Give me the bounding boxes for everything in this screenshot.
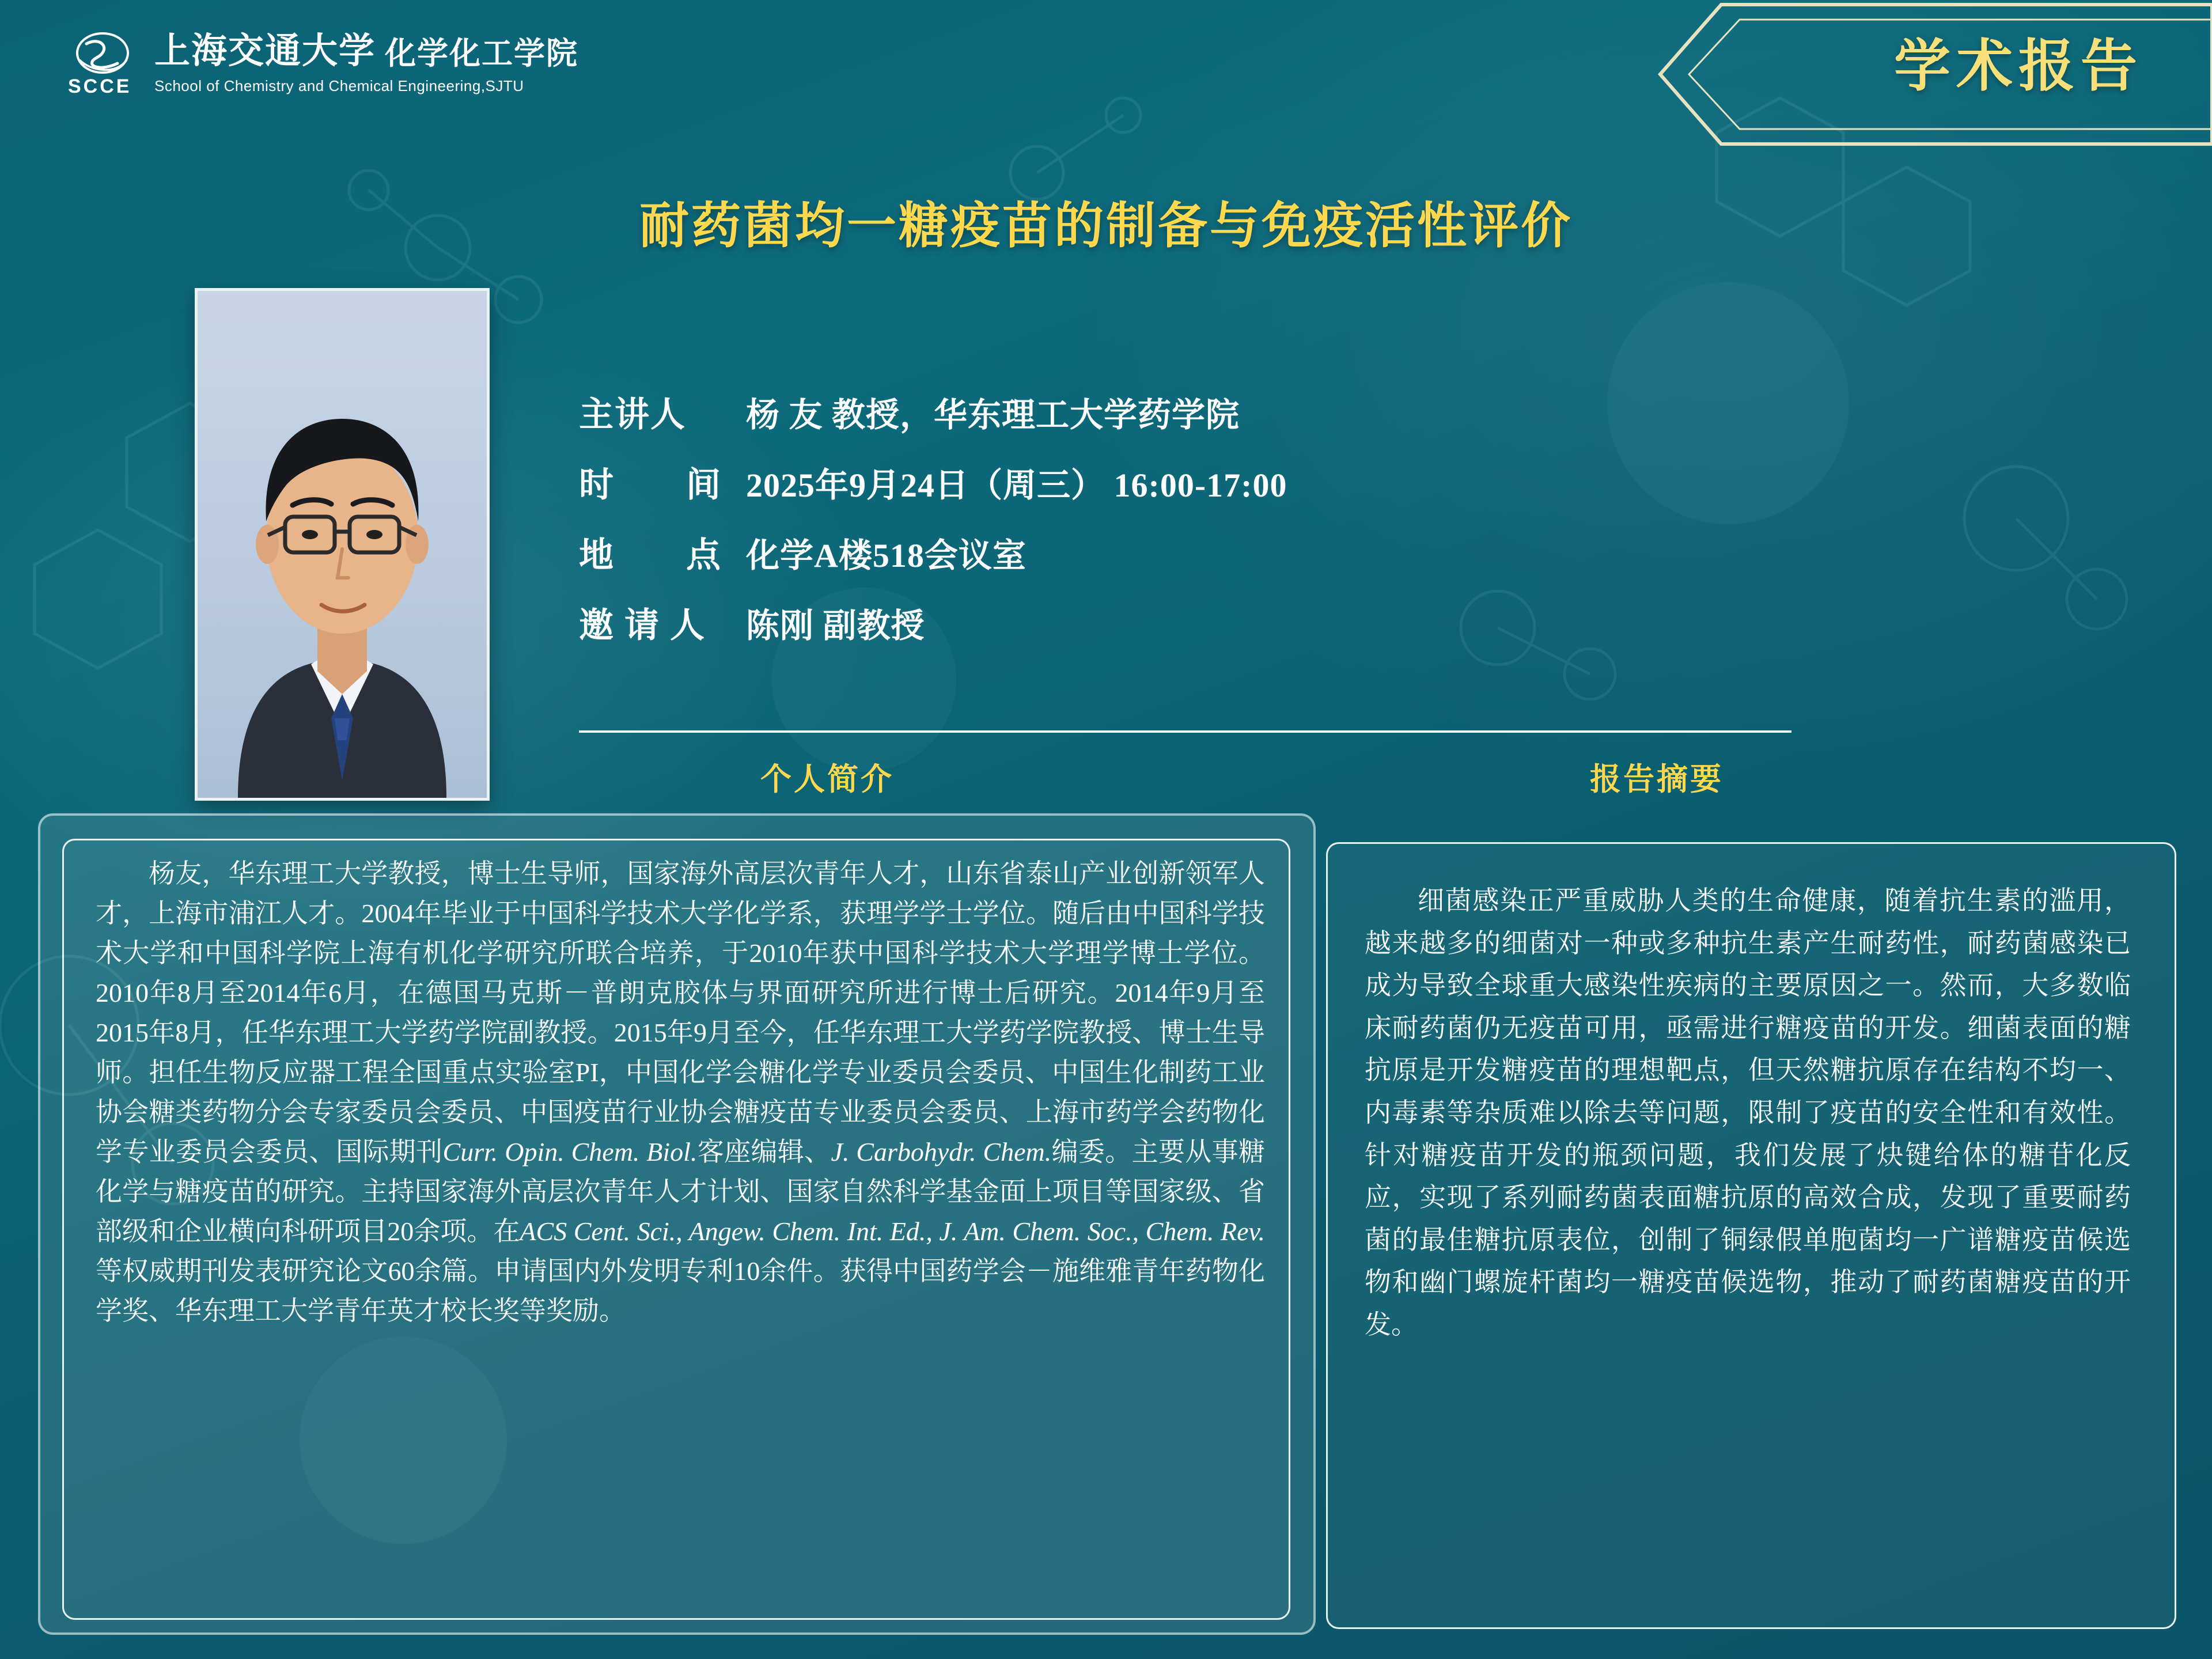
bio-journal-2: J. Carbohydr. Chem. <box>831 1137 1052 1166</box>
bio-part-4: 等权威期刊发表研究论文60余篇。申请国内外发明专利10余件。获得中国药学会－施维雅青年药物化学奖、华东理工大学青年英才校长奖等奖励。 <box>96 1256 1265 1325</box>
bio-journal-1: Curr. Opin. Chem. Biol. <box>442 1137 698 1166</box>
bio-heading: 个人简介 <box>760 762 894 797</box>
school-name-en: School of Chemistry and Chemical Engineering,SJTU <box>154 77 524 94</box>
university-emblem-icon <box>71 30 134 81</box>
logo-text <box>154 33 578 95</box>
section-divider <box>579 730 1791 733</box>
university-name-cn: 上海交通大学 <box>154 31 376 71</box>
portrait-illustration-icon <box>198 291 487 798</box>
info-value-location: 化学A楼518会议室 <box>746 537 1027 574</box>
info-row-location <box>579 528 1794 577</box>
school-name-cn: 化学化工学院 <box>385 36 579 71</box>
speaker-portrait <box>195 288 490 801</box>
info-row-speaker <box>579 387 1794 437</box>
info-value-time: 2025年9月24日（周三） 16:00-17:00 <box>746 467 1287 504</box>
bio-text <box>96 854 1265 1331</box>
abstract-heading: 报告摘要 <box>1590 762 1724 797</box>
abstract-text: 细菌感染正严重威胁人类的生命健康，随着抗生素的滥用，越来越多的细菌对一种或多种抗生素产生耐药性，耐药菌感染已成为导致全球重大感染性疾病的主要原因之一。然而，大多数临床耐药菌仍无疫苗可用，亟需进行糖疫苗的开发。细菌表面的糖抗原是开发糖疫苗的理想靶点，但天然糖抗原存在结构不均一、内毒素等杂质难以除去等问题，限制了疫苗的安全性和有效性。针对糖疫苗开发的瓶颈问题，我们发展了炔键给体的糖苷化反应，实现了系列耐药菌表面糖抗原的高效合成，发现了重要耐药菌的最佳糖抗原表位，创制了铜绿假单胞菌均一广谱糖疫苗候选物和幽门螺旋杆菌均一糖疫苗候选物，推动了耐药菌糖疫苗的开发。 <box>1365 886 2131 1339</box>
bio-panel <box>38 813 1316 1635</box>
info-row-host <box>579 598 1794 647</box>
info-row-time <box>579 457 1794 507</box>
event-info-block <box>579 387 1794 668</box>
info-value-speaker: 杨 友 教授，华东理工大学药学院 <box>746 396 1240 434</box>
logo-chinese-row <box>154 33 578 69</box>
scce-abbr: SCCE <box>68 75 132 97</box>
info-label-host: 邀 请 人 <box>579 607 706 645</box>
info-label-location: 地 点 <box>579 536 722 574</box>
info-value-host: 陈刚 副教授 <box>746 607 925 645</box>
bio-part-1: 杨友，华东理工大学教授，博士生导师，国家海外高层次青年人才，山东省泰山产业创新领军人才，上海市浦江人才。2004年毕业于中国科学技术大学化学系，获理学学士学位。随后由中国科学技术大学和中国科学院上海有机化学研究所联合培养，于2010年获中国科学技术大学理学博士学位。2010年8月至2014年6月，在德国马克斯－普朗克胶体与界面研究所进行博士后研究。2014年9月至2015年8月，任华东理工大学药学院副教授。2015年9月至今，任华东理工大学药学院教授、博士生导师。担任生物反应器工程全国重点实验室PI，中国化学会糖化学专业委员会委员、中国生化制药工业协会糖类药物分会专家委员会委员、中国疫苗行业协会糖疫苗专业委员会委员、上海市药学会药物化学专业委员会委员、国际期刊 <box>96 859 1265 1166</box>
bio-journal-3: ACS Cent. Sci., Angew. Chem. Int. Ed., J. Am. Chem. Soc., Chem. Rev. <box>520 1217 1266 1246</box>
abstract-panel <box>1326 842 2176 1629</box>
sjtu-scce-logo <box>63 29 578 103</box>
bio-part-2: 客座编辑、 <box>697 1137 831 1166</box>
ribbon-label: 学术报告 <box>1893 36 2143 98</box>
logo-mark <box>63 29 149 103</box>
bio-part-3: 编委。主要从事糖化学与糖疫苗的研究。主持国家海外高层次青年人才计划、国家自然科学基金面上项目等国家级、省部级和企业横向科研项目20余项。在 <box>96 1137 1266 1246</box>
info-label-speaker: 主讲人 <box>579 396 686 434</box>
page-title: 耐药菌均一糖疫苗的制备与免疫活性评价 <box>639 198 1573 253</box>
info-label-time: 时 间 <box>579 466 722 504</box>
academic-report-ribbon <box>1567 0 2212 149</box>
